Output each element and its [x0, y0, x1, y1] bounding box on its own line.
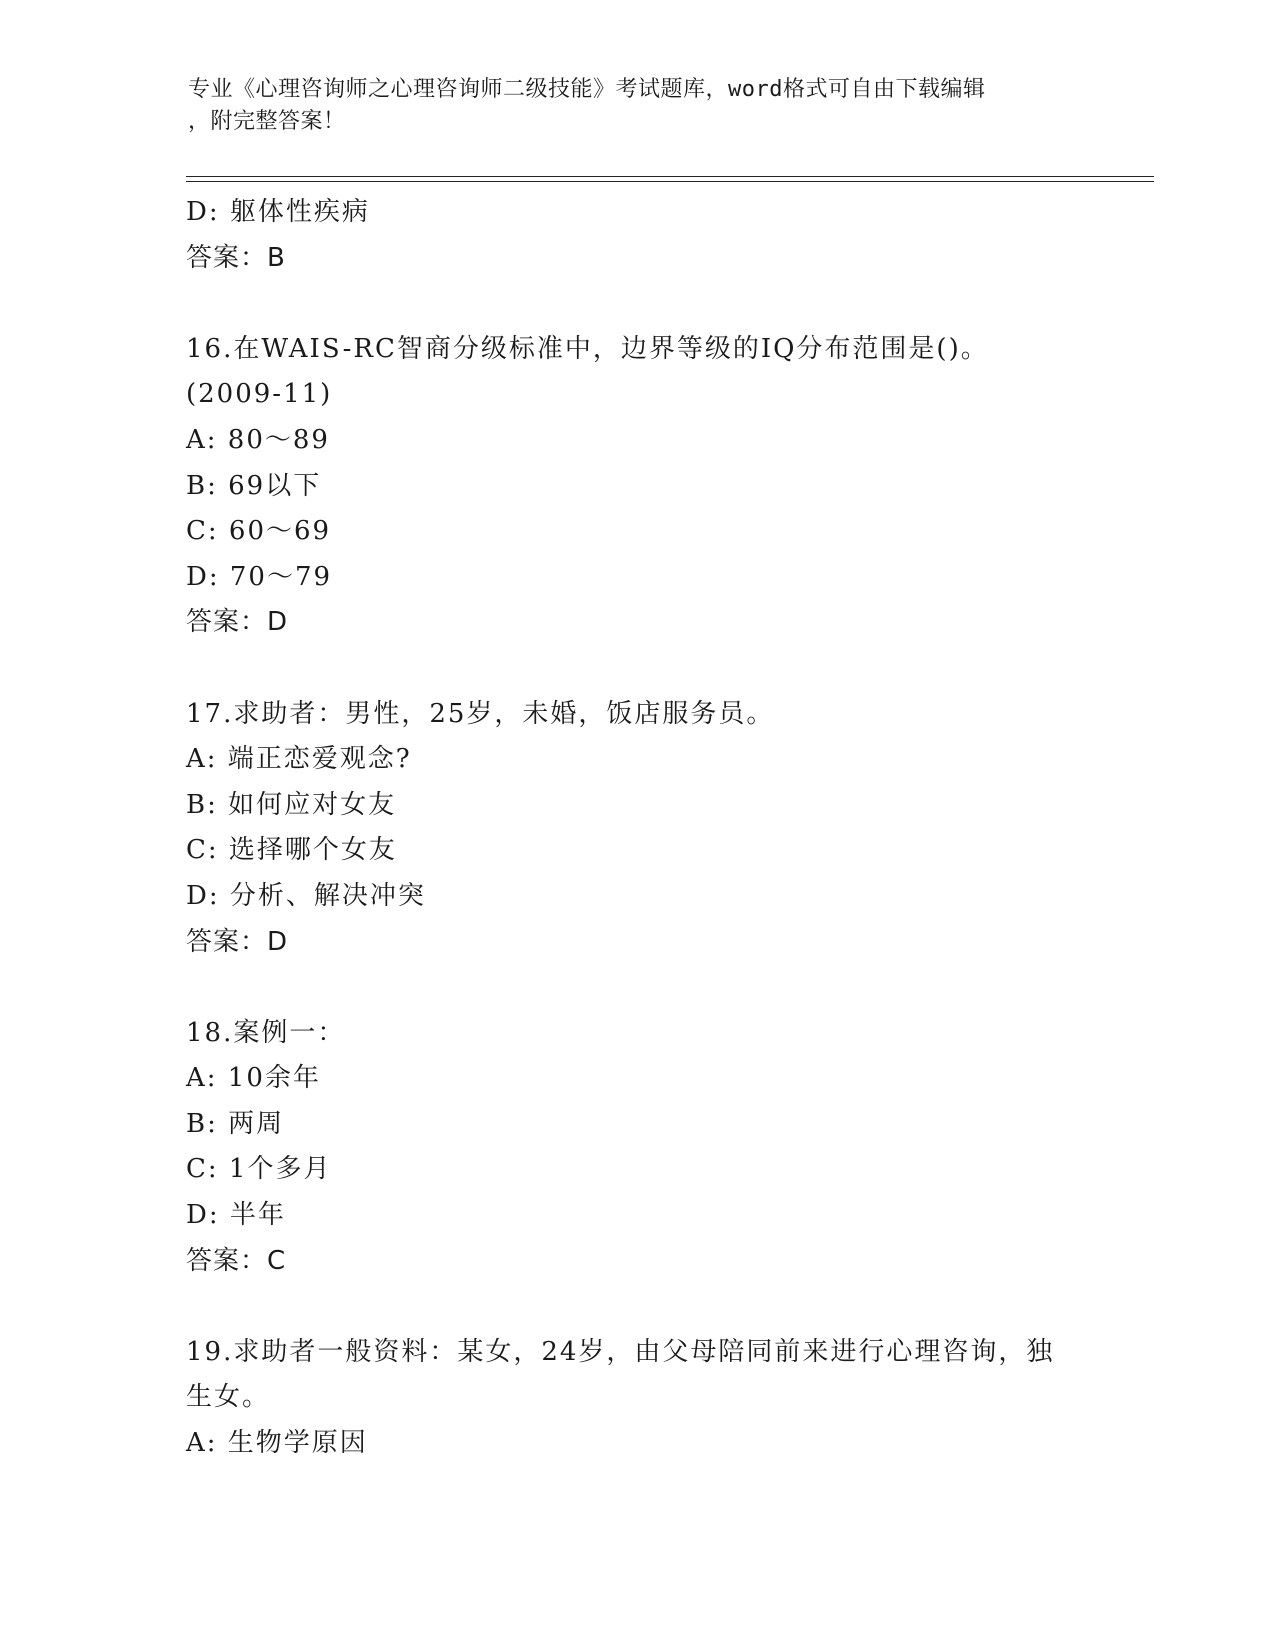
q17-answer: 答案：D [186, 926, 289, 957]
header-title-line-1: 专业《心理咨询师之心理咨询师二级技能》考试题库，word格式可自由下载编辑 [188, 77, 986, 102]
q18-option-d: D: 半年 [186, 1200, 286, 1231]
q17-option-a: A: 端正恋爱观念? [186, 744, 412, 775]
spacer [186, 281, 1086, 327]
q18-stem: 18.案例一： [186, 1017, 346, 1048]
q15-answer: 答案：B [186, 242, 286, 273]
q17-option-c: C: 选择哪个女友 [186, 835, 397, 866]
q15-option-d: D: 躯体性疾病 [186, 197, 370, 227]
q16-option-b: B: 69以下 [186, 470, 322, 501]
document-header [188, 74, 1068, 138]
q17-stem: 17.求助者：男性，25岁，未婚，饭店服务员。 [186, 698, 775, 729]
q18-option-a: A: 10余年 [186, 1063, 321, 1094]
q19-option-a: A: 生物学原因 [186, 1428, 368, 1459]
q18-option-b: B: 两周 [186, 1108, 285, 1139]
q16-answer: 答案：D [186, 607, 289, 638]
q18-option-c: C: 1个多月 [186, 1154, 332, 1185]
spacer [186, 965, 1086, 1011]
question-list [186, 190, 1086, 1467]
header-divider-top [186, 176, 1154, 177]
q17-option-b: B: 如何应对女友 [186, 789, 397, 820]
q17-option-d: D: 分析、解决冲突 [186, 880, 426, 911]
header-title-line-2: ，附完整答案！ [188, 109, 346, 134]
q16-option-d: D: 70～79 [186, 561, 333, 592]
header-divider-bottom [186, 181, 1154, 182]
q16-option-c: C: 60～69 [186, 516, 332, 547]
q18-answer: 答案：C [186, 1245, 287, 1276]
spacer [186, 646, 1086, 692]
q19-stem: 19.求助者一般资料：某女，24岁，由父母陪同前来进行心理咨询，独 [186, 1336, 1055, 1367]
q16-stem-cont: (2009-11) [186, 379, 333, 410]
q16-option-a: A: 80～89 [186, 424, 330, 455]
q19-stem-cont: 生女。 [186, 1382, 271, 1413]
q16-stem: 16.在WAIS-RC智商分级标准中，边界等级的IQ分布范围是()。 [186, 333, 989, 364]
spacer [186, 1284, 1086, 1330]
